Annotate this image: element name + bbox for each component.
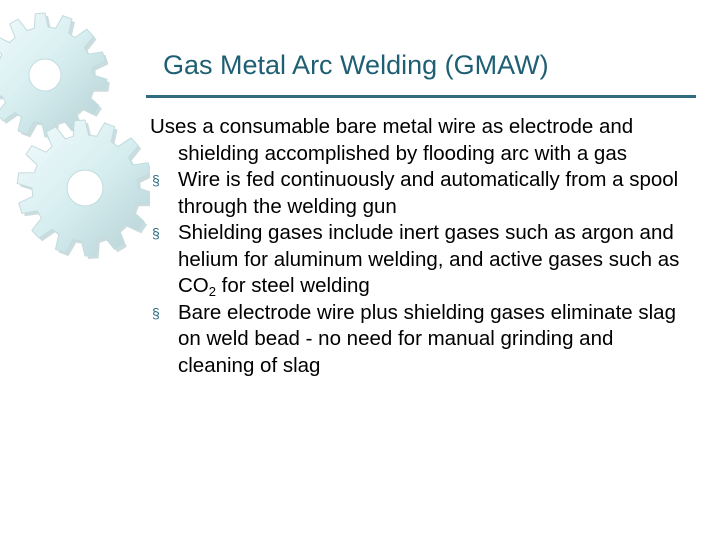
bullet-text: Bare electrode wire plus shielding gases eliminate slag on weld bead - no need for manual grinding and cleaning of slag [178, 300, 676, 377]
bullet-icon: § [152, 172, 160, 188]
bullet-text: Wire is fed continuously and automatically from a spool through the welding gun [178, 168, 679, 218]
gears-decoration [0, 0, 150, 280]
slide-title: Gas Metal Arc Welding (GMAW) [163, 50, 549, 80]
bullet-item [150, 220, 695, 300]
intro-paragraph: Uses a consumable bare metal wire as electrode and shielding accomplished by flooding arc with a gas [150, 115, 634, 165]
bullet-text [178, 221, 679, 297]
bullet-icon: § [152, 225, 160, 241]
bullet-item [150, 167, 695, 220]
title-underline [146, 95, 696, 98]
bullet-text-part: for steel welding [215, 274, 370, 297]
bullet-icon: § [152, 304, 160, 321]
bullet-text-part: Shielding gases include inert gases such as argon and helium for aluminum welding, and active gases such as CO [178, 221, 680, 297]
gear-icon [0, 13, 110, 140]
bullet-item [150, 300, 695, 380]
gear-icon [17, 120, 150, 259]
slide-body [150, 114, 695, 379]
subscript: 2 [208, 284, 216, 299]
